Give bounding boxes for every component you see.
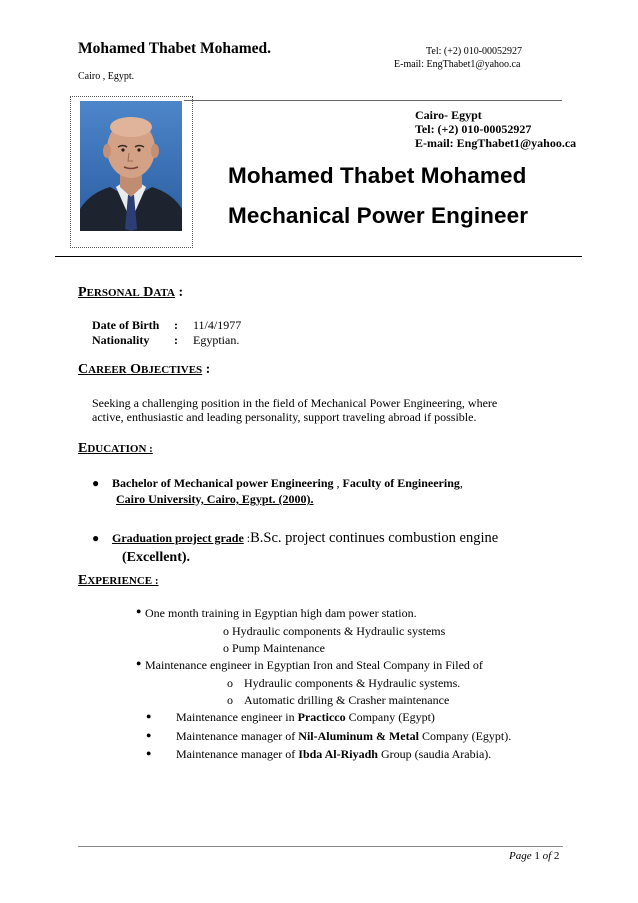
top-rule bbox=[184, 100, 562, 101]
experience-job-1-sub-2: Pump Maintenance bbox=[232, 641, 325, 655]
contact-email: E-mail: EngThabet1@yahoo.ca bbox=[415, 136, 577, 150]
section-education-heading: EDUCATION : bbox=[78, 441, 153, 456]
career-line-1: Seeking a challenging position in the field of Mechanical Power Engineering, where bbox=[92, 396, 498, 410]
experience-job-1: One month training in Egyptian high dam power station. bbox=[145, 606, 417, 620]
footer-rule bbox=[78, 846, 563, 847]
nationality-label: Nationality bbox=[92, 333, 150, 347]
header-tel: Tel: (+2) 010-00052927 bbox=[426, 46, 523, 57]
bullet-icon: ● bbox=[146, 711, 152, 721]
education-item-2: Graduation project grade :B.Sc. project continues combustion engine bbox=[112, 530, 499, 546]
title-name: Mohamed Thabet Mohamed bbox=[228, 163, 527, 188]
experience-job-4: Maintenance manager of Nil-Aluminum & Metal Company (Egypt). bbox=[176, 729, 512, 743]
profile-photo bbox=[80, 101, 182, 231]
title-role: Mechanical Power Engineer bbox=[228, 203, 529, 228]
education-item-1: Bachelor of Mechanical power Engineering , Faculty of Engineering, bbox=[112, 476, 463, 490]
experience-job-2-sub-2: Automatic drilling & Crasher maintenance bbox=[244, 693, 450, 707]
bullet-icon: ● bbox=[146, 748, 152, 758]
dob-value: 11/4/1977 bbox=[193, 318, 242, 332]
bullet-icon: ● bbox=[136, 658, 142, 668]
bullet-icon: ● bbox=[136, 606, 142, 616]
contact-tel: Tel: (+2) 010-00052927 bbox=[415, 122, 532, 136]
experience-job-2: Maintenance engineer in Egyptian Iron and Steal Company in Filed of bbox=[145, 658, 483, 672]
header-city: Cairo , Egypt. bbox=[78, 71, 135, 82]
section-personal-heading: PERSONAL DATA : bbox=[78, 285, 184, 300]
sub-bullet-icon: o bbox=[227, 676, 233, 690]
bullet-icon: ● bbox=[146, 730, 152, 740]
header-email: E-mail: EngThabet1@yahoo.ca bbox=[394, 59, 521, 70]
page-number: Page 1 of 2 bbox=[509, 850, 560, 862]
sub-bullet-icon: o bbox=[227, 693, 233, 707]
experience-job-1-sub-1: Hydraulic components & Hydraulic systems bbox=[232, 624, 446, 638]
section-experience-heading: EXPERIENCE : bbox=[78, 573, 159, 588]
nationality-value: Egyptian. bbox=[193, 333, 240, 347]
experience-job-3: Maintenance engineer in Practicco Company (Egypt) bbox=[176, 710, 435, 724]
dob-sep: : bbox=[174, 318, 178, 332]
sub-bullet-icon: o bbox=[223, 624, 229, 638]
sub-bullet-icon: o bbox=[223, 641, 229, 655]
bullet-icon: ● bbox=[92, 476, 100, 490]
bullet-icon: ● bbox=[92, 531, 100, 545]
career-line-2: active, enthusiastic and leading personality, support traveling abroad if possible. bbox=[92, 410, 477, 424]
education-grade: (Excellent). bbox=[122, 550, 191, 565]
section-career-heading: CAREER OBJECTIVES : bbox=[78, 362, 211, 377]
education-university: Cairo University, Cairo, Egypt. (2000). bbox=[116, 492, 314, 506]
nationality-sep: : bbox=[174, 333, 178, 347]
contact-city: Cairo- Egypt bbox=[415, 108, 482, 122]
experience-job-5: Maintenance manager of Ibda Al-Riyadh Group (saudia Arabia). bbox=[176, 747, 492, 761]
header-name: Mohamed Thabet Mohamed. bbox=[78, 40, 272, 57]
dob-label: Date of Birth bbox=[92, 318, 160, 332]
title-rule bbox=[55, 256, 582, 257]
experience-job-2-sub-1: Hydraulic components & Hydraulic systems. bbox=[244, 676, 461, 690]
